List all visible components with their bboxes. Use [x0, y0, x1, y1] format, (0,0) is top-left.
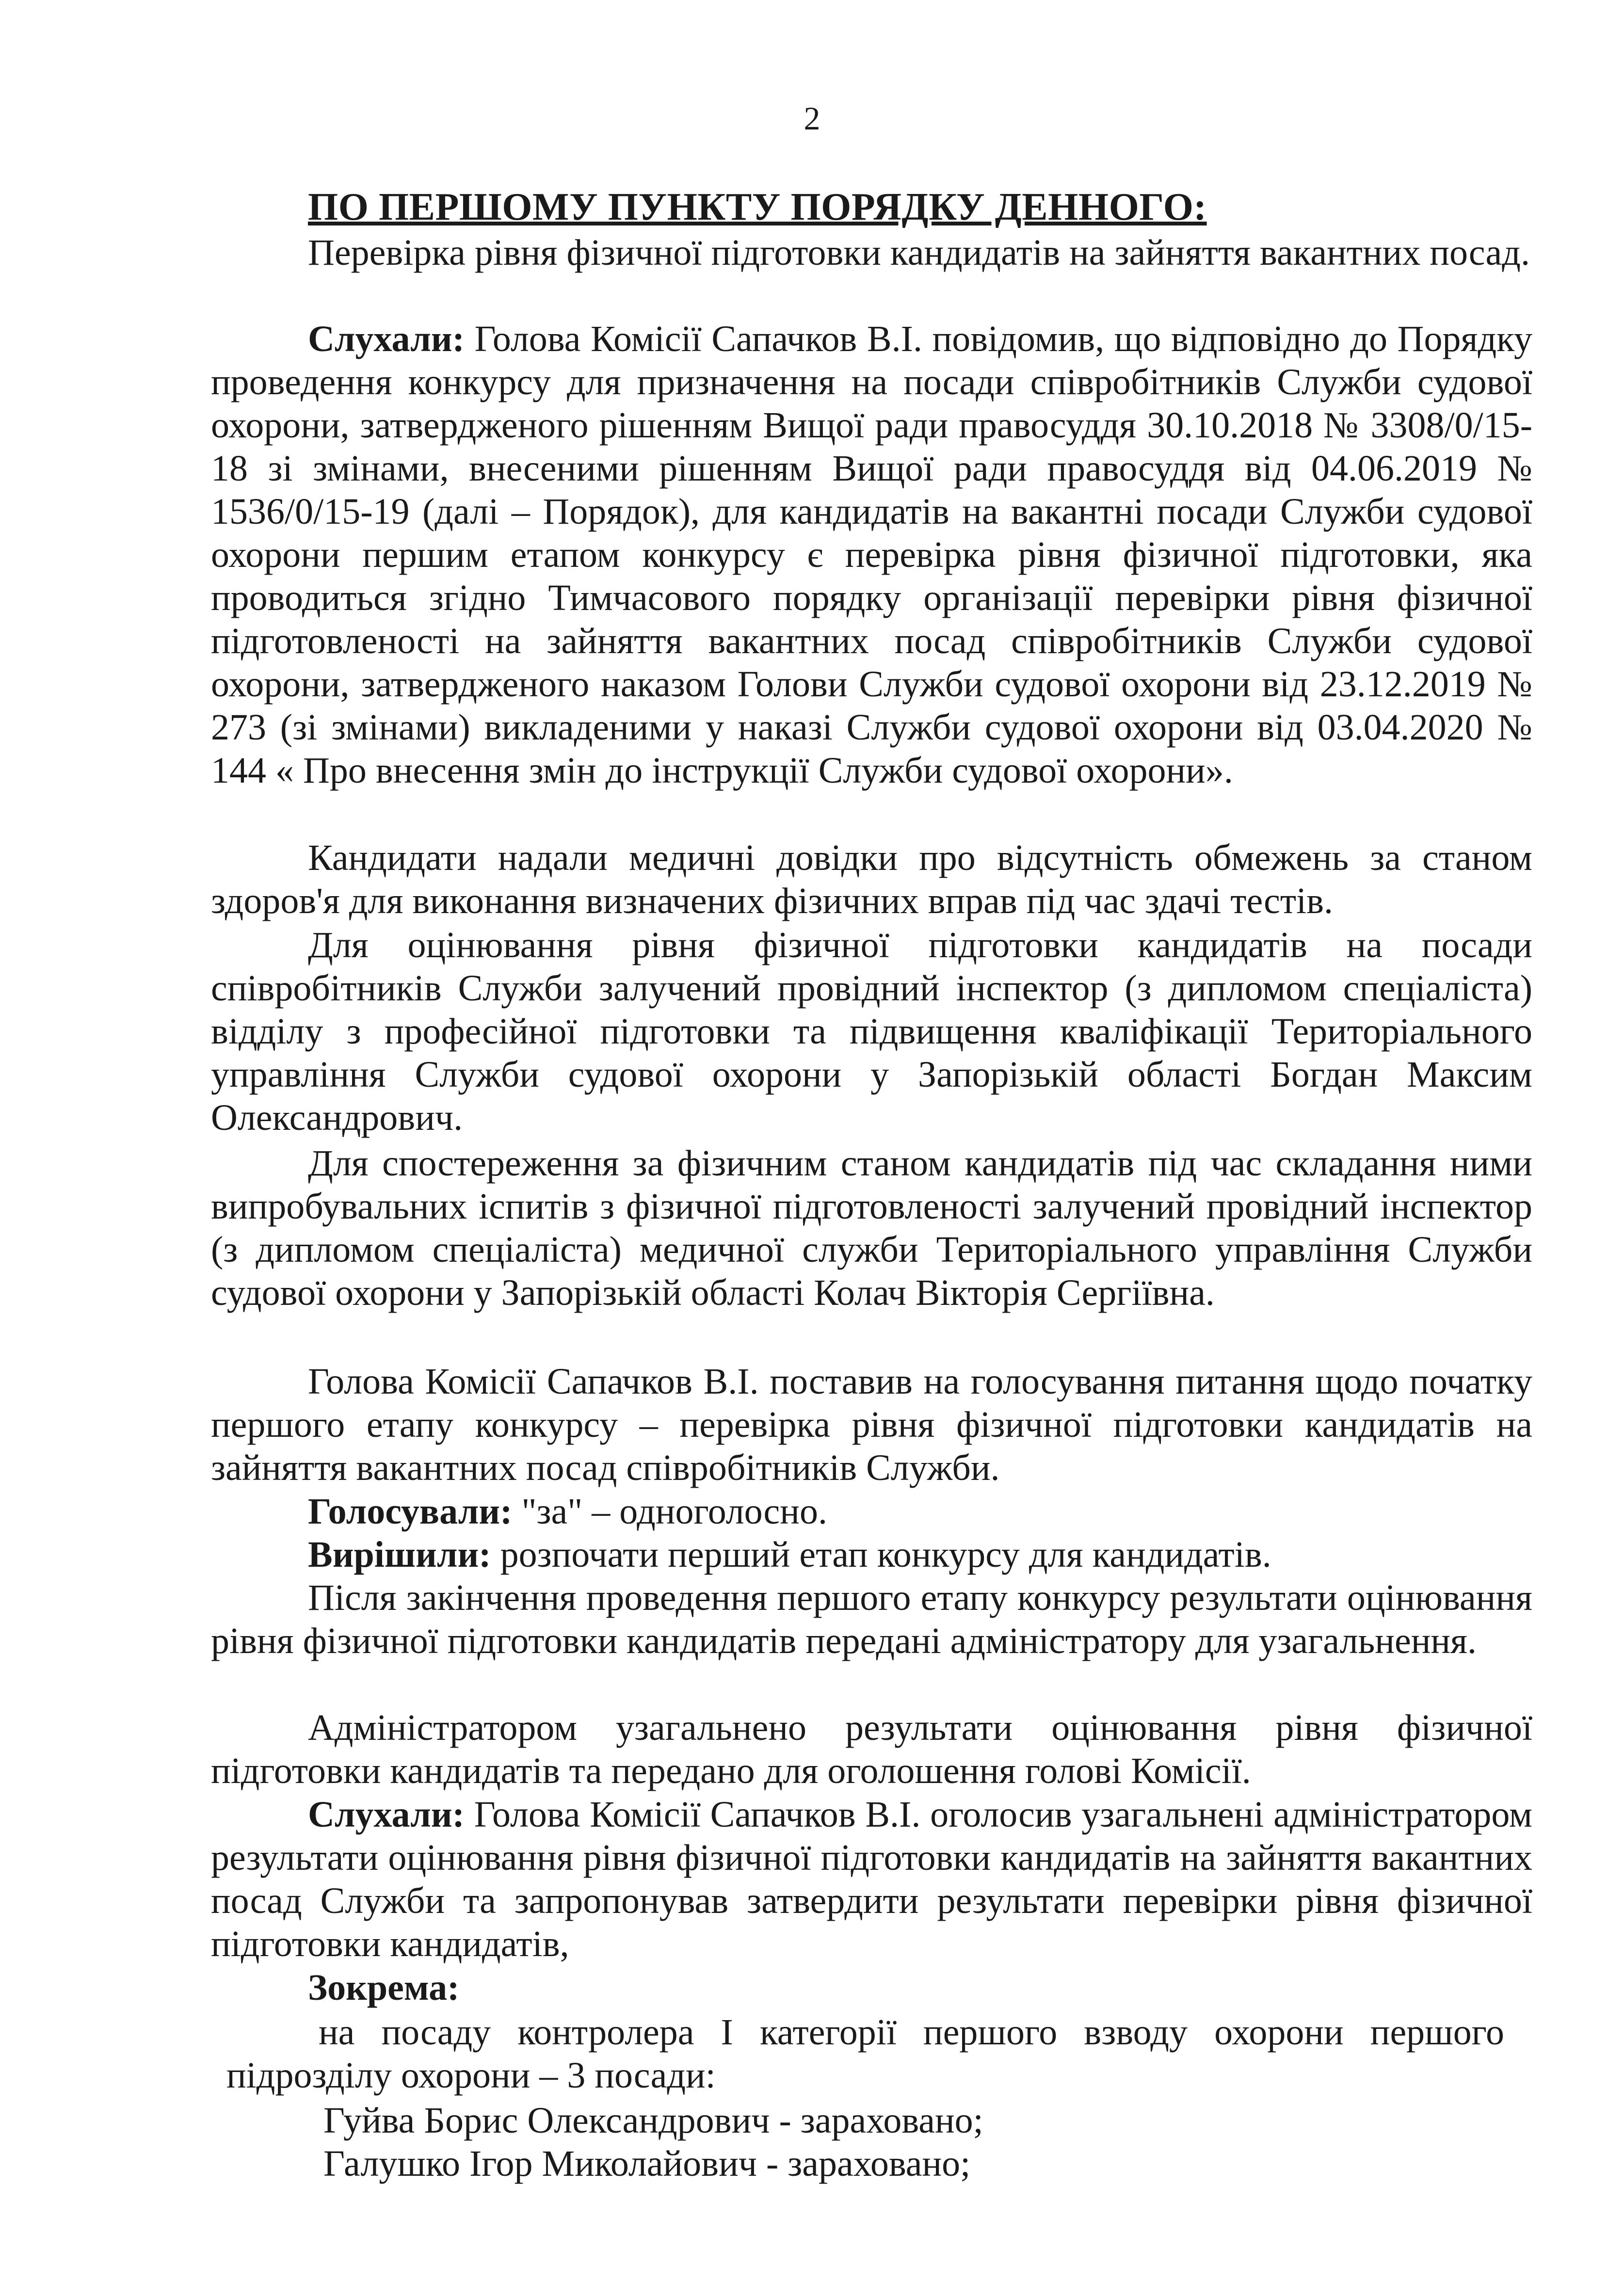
paragraph-voted-text: "за" – одноголосно. [512, 1491, 827, 1532]
paragraph-medical-certificates: Кандидати надали медичні довідки про відсутність обмежень за станом здоров'я для виконання визначених фізичних вправ під час здачі тестів. [211, 837, 1532, 921]
position-line-1: на посаду контролера І категорії першого взводу охорони першого [319, 2012, 1504, 2053]
paragraph-decided-text: розпочати перший етап конкурсу для кандидатів. [491, 1534, 1271, 1575]
label-heard: Слухали: [308, 319, 465, 359]
candidate-item: Галушко Ігор Миколайович - зараховано; [323, 2143, 971, 2184]
paragraph-vote-proposal: Голова Комісії Сапачков В.І. поставив на голосування питання щодо початку першого етапу конкурсу – перевірка рівня фізичної підготовки кандидатів на зайняття вакантних посад співробітників Служби. [211, 1361, 1532, 1488]
paragraph-results-transfer: Після закінчення проведення першого етапу конкурсу результати оцінювання рівня фізичної підготовки кандидатів передані адміністратору для узагальнення. [211, 1577, 1532, 1661]
section-heading: ПО ПЕРШОМУ ПУНКТУ ПОРЯДКУ ДЕННОГО: [308, 186, 1207, 228]
paragraph-results-summary: Адміністратором узагальнено результати оцінювання рівня фізичної підготовки кандидатів та передано для оголошення голові Комісії. [211, 1707, 1532, 1791]
paragraph-heard-2 [211, 1793, 1532, 1966]
page-number: 2 [804, 100, 820, 137]
paragraph-voted [211, 1490, 1532, 1533]
paragraph-decided [211, 1533, 1532, 1576]
label-voted: Голосували: [308, 1491, 513, 1532]
position-line-2: підрозділу охорони – 3 посади: [226, 2055, 716, 2096]
label-in-particular: Зокрема: [308, 1967, 460, 2008]
label-decided: Вирішили: [308, 1534, 491, 1575]
paragraph-heard-1-text: Голова Комісії Сапачков В.І. повідомив, що відповідно до Порядку проведення конкурсу для призначення на посади співробітників Служби судової охорони, затвердженого рішенням Вищої ради правосуддя 30.10.2018 № 3308/0/15-18 зі змінами, внесеними рішенням Вищої ради правосуддя від 04.06.2019 № 1536/0/15-19 (далі – Порядок), для кандидатів на вакантні посади Служби судової охорони першим етапом конкурсу є перевірка рівня фізичної підготовки, яка проводиться згідно Тимчасового порядку організації перевірки рівня фізичної підготовленості на зайняття вакантних посад співробітників Служби судової охорони, затвердженого наказом Голови Служби судової охорони від 23.12.2019 № 273 (зі змінами) викладеними у наказі Служби судової охорони від 03.04.2020 № 144 « Про внесення змін до інструкції Служби судової охорони». [211, 319, 1532, 791]
paragraph-heard-2-text: Голова Комісії Сапачков В.І. оголосив узагальнені адміністратором результати оцінювання рівня фізичної підготовки кандидатів на зайняття вакантних посад Служби та запропонував затвердити результати перевірки рівня фізичної підготовки кандидатів, [211, 1794, 1532, 1964]
label-heard-2: Слухали: [308, 1794, 465, 1835]
paragraph-medical-observer: Для спостереження за фізичним станом кандидатів під час складання ними випробувальних іспитів з фізичної підготовленості залучений провідний інспектор (з дипломом спеціаліста) медичної служби Територіального управління Служби судової охорони у Запорізькій області Колач Вікторія Сергіївна. [211, 1143, 1532, 1313]
paragraph-agenda-item: Перевірка рівня фізичної підготовки кандидатів на зайняття вакантних посад. [308, 232, 1530, 273]
paragraph-heard-1 [211, 318, 1532, 792]
paragraph-evaluator: Для оцінювання рівня фізичної підготовки кандидатів на посади співробітників Служби залучений провідний інспектор (з дипломом спеціаліста) відділу з професійної підготовки та підвищення кваліфікації Територіального управління Служби судової охорони у Запорізькій області Богдан Максим Олександрович. [211, 925, 1532, 1138]
candidate-item: Гуйва Борис Олександрович - зараховано; [323, 2100, 983, 2141]
